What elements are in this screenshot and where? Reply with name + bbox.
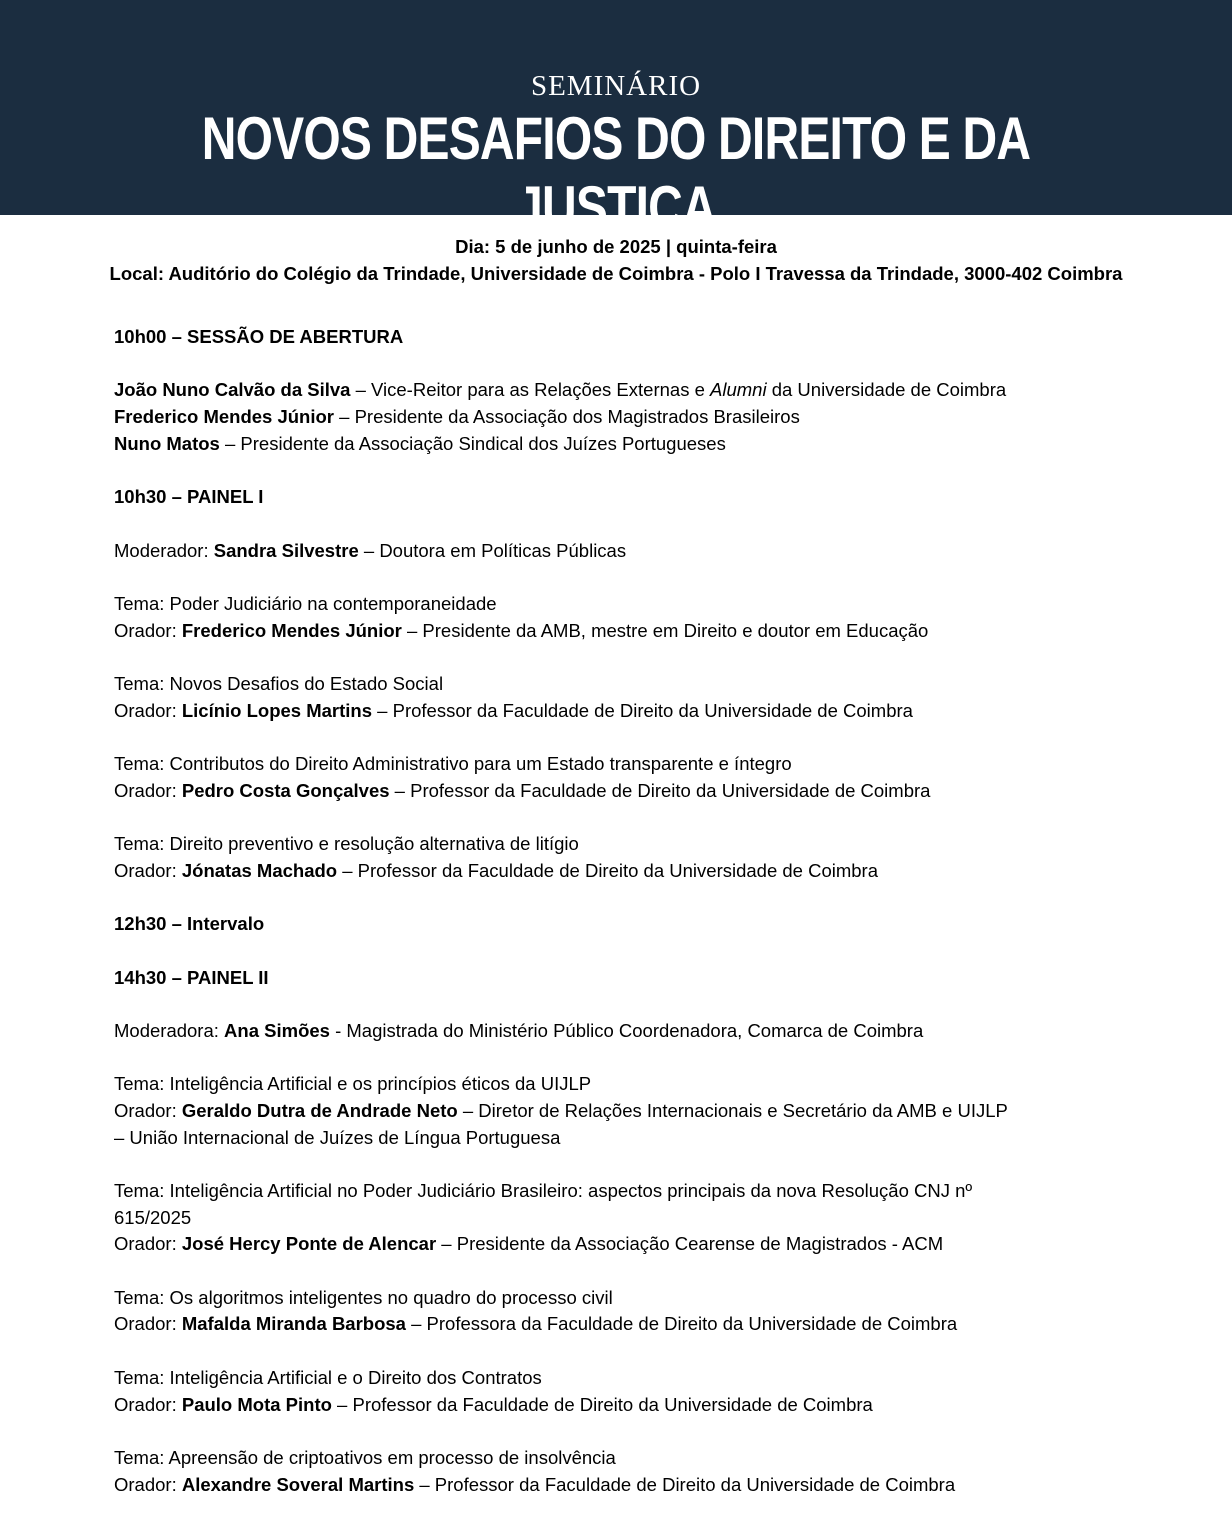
speaker-label: Orador: bbox=[114, 779, 182, 801]
speaker-line bbox=[114, 698, 1114, 725]
talk-theme: Tema: Os algoritmos inteligentes no quadro do processo civil bbox=[114, 1286, 613, 1308]
speaker-line bbox=[114, 377, 1114, 404]
speaker-line bbox=[114, 858, 1114, 885]
speaker-label: Orador: bbox=[114, 1099, 182, 1121]
break-heading: 12h30 – Intervalo bbox=[114, 913, 265, 935]
talk-theme: Tema: Direito preventivo e resolução alternativa de litígio bbox=[114, 833, 579, 855]
talk-theme: Tema: Inteligência Artificial no Poder Judiciário Brasileiro: aspectos principais da nova Resolução CNJ nº bbox=[114, 1180, 973, 1201]
speaker-name: João Nuno Calvão da Silva bbox=[114, 379, 351, 401]
talk-theme: Tema: Inteligência Artificial e o Direito dos Contratos bbox=[114, 1366, 542, 1388]
speaker-line bbox=[114, 404, 1114, 431]
speaker-line bbox=[114, 1472, 1114, 1499]
panel2-heading: 14h30 – PAINEL II bbox=[114, 966, 269, 988]
speaker-role-continued: – União Internacional de Juízes de Língua Portuguesa bbox=[114, 1126, 561, 1148]
speaker-line bbox=[114, 778, 1114, 805]
talk-theme: Tema: Apreensão de criptoativos em processo de insolvência bbox=[114, 1446, 616, 1468]
speaker-name: Jónatas Machado bbox=[181, 859, 338, 881]
speaker-role: – Presidente da Associação Cearense de Magistrados - ACM bbox=[436, 1233, 944, 1255]
moderator-role: - Magistrada do Ministério Público Coordenadora, Comarca de Coimbra bbox=[329, 1019, 924, 1041]
speaker-label: Orador: bbox=[114, 619, 182, 641]
speaker-name: Alexandre Soveral Martins bbox=[181, 1473, 415, 1495]
moderator-label: Moderadora: bbox=[114, 1019, 225, 1041]
speaker-name: Frederico Mendes Júnior bbox=[181, 619, 402, 641]
event-location: Local: Auditório do Colégio da Trindade, Universidade de Coimbra - Polo I Travessa da Trindade, 3000-402 Coimbra bbox=[109, 262, 1123, 284]
speaker-role: – Presidente da Associação Sindical dos Juízes Portugueses bbox=[219, 432, 726, 454]
speaker-label: Orador: bbox=[114, 1393, 182, 1415]
seminar-kicker: SEMINÁRIO bbox=[530, 70, 702, 102]
speaker-name: Nuno Matos bbox=[114, 432, 220, 454]
talk-theme: Tema: Novos Desafios do Estado Social bbox=[114, 672, 444, 694]
speaker-name: Mafalda Miranda Barbosa bbox=[181, 1313, 406, 1335]
speaker-role: – Professora da Faculdade de Direito da Universidade de Coimbra bbox=[405, 1313, 958, 1335]
speaker-role-italic: Alumni bbox=[710, 379, 767, 401]
seminar-title: NOVOS DESAFIOS DO DIREITO E DA JUSTIÇA bbox=[201, 105, 1031, 241]
header-banner bbox=[0, 0, 1232, 241]
speaker-label: Orador: bbox=[114, 1313, 182, 1335]
speaker-role: – Presidente da Associação dos Magistrados Brasileiros bbox=[334, 406, 800, 428]
speaker-label: Orador: bbox=[114, 1473, 182, 1495]
event-meta bbox=[0, 234, 1232, 287]
speaker-label: Orador: bbox=[114, 699, 182, 721]
speaker-role: – Professor da Faculdade de Direito da Universidade de Coimbra bbox=[414, 1473, 956, 1495]
moderator-role: – Doutora em Políticas Públicas bbox=[358, 539, 627, 561]
moderator-line bbox=[114, 1018, 1114, 1045]
speaker-name: Geraldo Dutra de Andrade Neto bbox=[181, 1099, 458, 1121]
speaker-name: José Hercy Ponte de Alencar bbox=[181, 1233, 437, 1255]
event-date: Dia: 5 de junho de 2025 | quinta-feira bbox=[455, 236, 777, 257]
speaker-line bbox=[114, 1392, 1114, 1419]
speaker-line bbox=[114, 1098, 1114, 1125]
speaker-role: – Presidente da AMB, mestre em Direito e doutor em Educação bbox=[401, 619, 929, 641]
moderator-label: Moderador: bbox=[114, 539, 214, 561]
speaker-role: – Professor da Faculdade de Direito da Universidade de Coimbra bbox=[389, 779, 931, 801]
speaker-role: da Universidade de Coimbra bbox=[766, 379, 1007, 401]
speaker-role: – Vice-Reitor para as Relações Externas e bbox=[350, 379, 711, 401]
speaker-name: Frederico Mendes Júnior bbox=[114, 406, 334, 428]
speaker-role: – Diretor de Relações Internacionais e Secretário da AMB e UIJLP bbox=[457, 1099, 1008, 1121]
speaker-line bbox=[114, 431, 1114, 458]
speaker-name: Licínio Lopes Martins bbox=[181, 699, 373, 721]
speaker-line bbox=[114, 618, 1114, 645]
speaker-label: Orador: bbox=[114, 1233, 182, 1255]
opening-heading: 10h00 – SESSÃO DE ABERTURA bbox=[114, 326, 404, 347]
speaker-name: Pedro Costa Gonçalves bbox=[181, 779, 390, 801]
speaker-role: – Professor da Faculdade de Direito da Universidade de Coimbra bbox=[372, 699, 913, 721]
speaker-role: – Professor da Faculdade de Direito da Universidade de Coimbra bbox=[331, 1393, 873, 1415]
speaker-label: Orador: bbox=[114, 859, 182, 881]
moderator-line bbox=[114, 538, 1114, 565]
speaker-line bbox=[114, 1231, 1114, 1258]
program bbox=[114, 324, 1114, 1498]
moderator-name: Sandra Silvestre bbox=[213, 539, 359, 561]
speaker-name: Paulo Mota Pinto bbox=[181, 1393, 332, 1415]
talk-theme: Tema: Contributos do Direito Administrativo para um Estado transparente e íntegro bbox=[114, 753, 792, 774]
speaker-line bbox=[114, 1311, 1114, 1338]
talk-theme: Tema: Poder Judiciário na contemporaneidade bbox=[114, 592, 497, 614]
panel1-heading: 10h30 – PAINEL I bbox=[114, 486, 264, 508]
moderator-name: Ana Simões bbox=[224, 1019, 330, 1041]
speaker-role: – Professor da Faculdade de Direito da Universidade de Coimbra bbox=[337, 859, 879, 881]
talk-theme: Tema: Inteligência Artificial e os princípios éticos da UIJLP bbox=[114, 1073, 592, 1095]
talk-theme-continued: 615/2025 bbox=[114, 1206, 192, 1228]
